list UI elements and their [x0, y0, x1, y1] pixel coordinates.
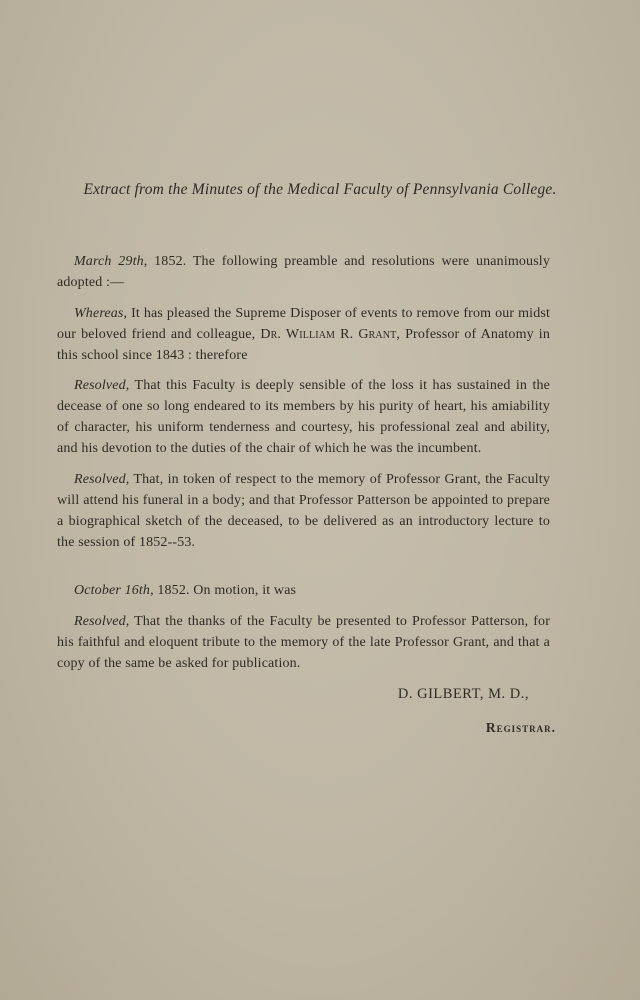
- paragraph-text: 1852. On motion, it was: [153, 583, 297, 598]
- paragraph-text: 1852. The following preamble and resolutions were unanimously adopted :—: [57, 254, 550, 290]
- person-name: Dr. William R. Grant,: [260, 327, 401, 342]
- resolved-label: Resolved,: [74, 378, 130, 393]
- date-march: March 29th,: [74, 254, 148, 269]
- paragraph-march-date: [57, 251, 550, 293]
- paragraph-text: That, in token of respect to the memory of Professor Grant, the Faculty will attend his funeral in a body; and that Professor Patterson be appointed to prepare a biographical sketch of the deceased, to be delivered as an introductory lecture to the session of 1852--53.: [57, 472, 550, 550]
- paragraph-text: That the thanks of the Faculty be presented to Professor Patterson, for his faithful and eloquent tribute to the memory of the late Professor Grant, and that a copy of the same be asked for publication.: [57, 614, 550, 671]
- signature: D. GILBERT, M. D.,: [397, 686, 529, 702]
- paragraph-resolved-2: [57, 469, 550, 553]
- date-october: October 16th,: [74, 583, 154, 598]
- paragraph-resolved-3: [57, 611, 550, 674]
- paragraph-text: It has pleased the Supreme Disposer of events to remove from our midst our beloved friend and colleague,: [57, 306, 550, 342]
- paragraph-whereas: [57, 303, 550, 366]
- paragraph-october-date: [57, 580, 550, 601]
- paragraph-resolved-1: [57, 375, 550, 459]
- resolved-label: Resolved,: [74, 614, 130, 629]
- whereas-label: Whereas,: [74, 306, 128, 321]
- document-title: Extract from the Minutes of the Medical Faculty of Pennsylvania College.: [83, 181, 557, 198]
- paragraph-text: Professor of Anatomy in this school since 1843 : therefore: [57, 327, 550, 363]
- paragraph-text: That this Faculty is deeply sensible of the loss it has sustained in the decease of one so long endeared to its members by his purity of heart, his amiability of character, his uniform tenderness and courtesy, his professional zeal and ability, and his devotion to the duties of the chair of which he was the incumbent.: [57, 378, 550, 456]
- resolved-label: Resolved,: [74, 472, 130, 487]
- registrar-title: Registrar.: [485, 720, 556, 735]
